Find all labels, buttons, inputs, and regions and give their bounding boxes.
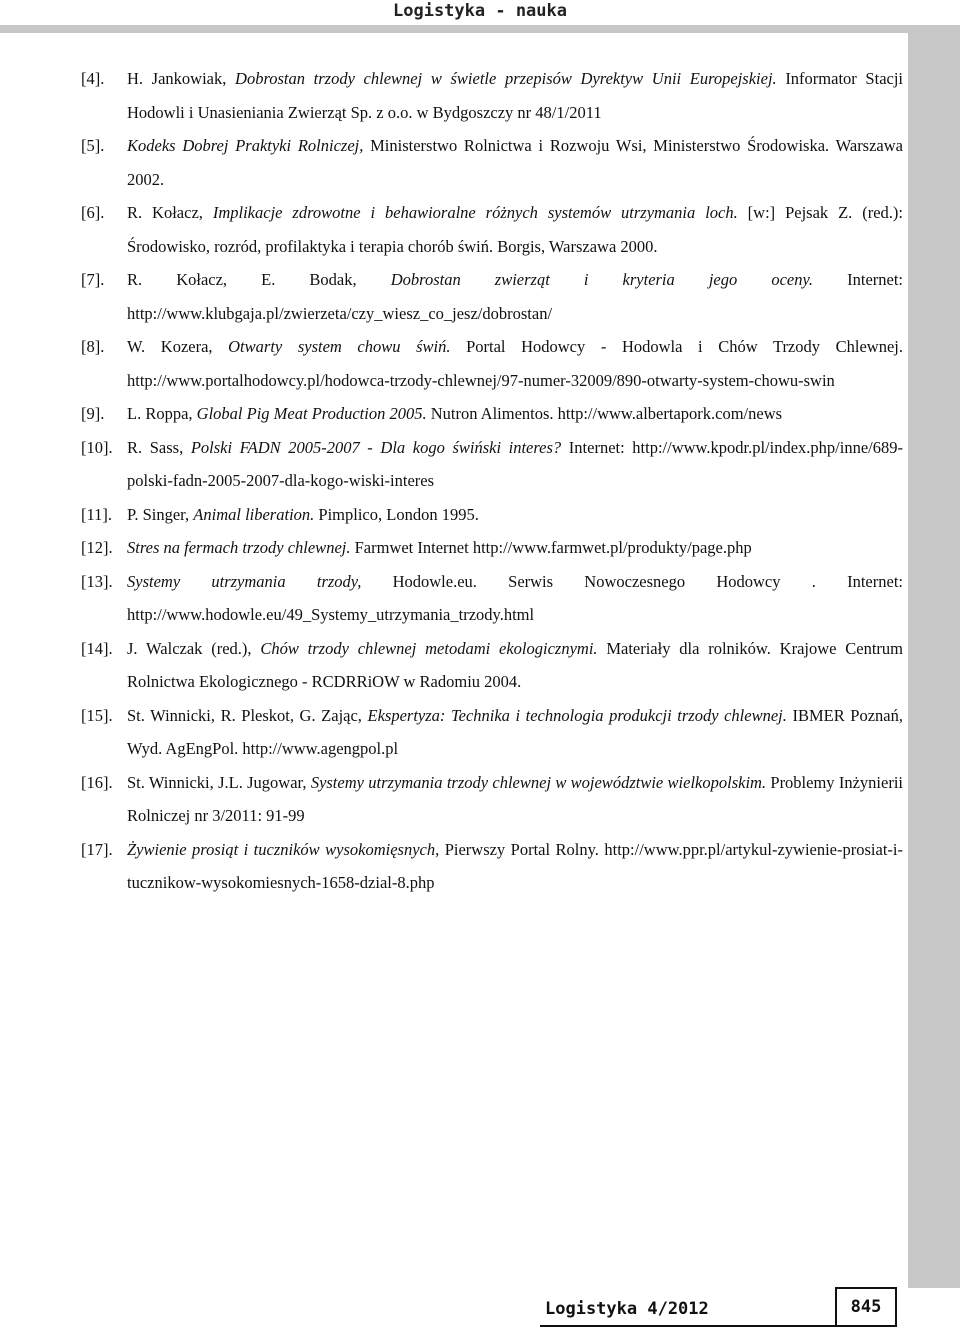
reference-number: [5]. <box>81 136 105 155</box>
reference-title: Stres na fermach trzody chlewnej. <box>127 538 351 557</box>
reference-detail: St. Winnicki, R. Pleskot, G. Zając, <box>127 705 368 725</box>
reference-title: Global Pig Meat Production 2005. <box>196 404 427 423</box>
reference-detail: H. Jankowiak, <box>127 69 236 88</box>
reference-text <box>127 129 903 196</box>
reference-detail: Pierwszy Portal Rolny. http://www.ppr.pl/artykul-zywienie-prosiat-i-tucznikow-wysokomiesnych-1658-dzial-8.php <box>127 839 903 892</box>
reference-text <box>127 699 903 766</box>
reference-detail: Portal Hodowcy - Hodowla i Chów Trzody Chlewnej. http://www.portalhodowcy.pl/hodowca-trzody-chlewnej/97-numer-32009/890-otwarty-system-chowu-swin <box>127 337 903 390</box>
reference-title: Ekspertyza: Technika i technologia produkcji trzody chlewnej. <box>367 705 787 725</box>
reference-title: Implikacje zdrowotne i behawioralne różnych systemów utrzymania loch. <box>212 203 738 222</box>
reference-text <box>127 397 903 431</box>
reference-title: Chów trzody chlewnej metodami ekologicznymi. <box>260 638 598 658</box>
reference-number: [9]. <box>81 404 105 423</box>
page-number: 845 <box>835 1287 897 1327</box>
reference-text <box>127 632 903 699</box>
reference-detail: Pimplico, London 1995. <box>314 504 479 524</box>
reference-item <box>81 632 903 699</box>
reference-number: [6]. <box>81 203 105 222</box>
reference-detail: Hodowle.eu. Serwis Nowoczesnego Hodowcy . Internet: http://www.hodowle.eu/49_Systemy_utrzymania_trzody.html <box>127 571 903 624</box>
reference-detail: R. Kołacz, <box>127 203 213 222</box>
reference-item <box>81 699 903 766</box>
reference-number: [13]. <box>81 571 113 591</box>
reference-number: [16]. <box>81 772 113 792</box>
reference-text <box>127 498 903 532</box>
footer-journal: Logistyka 4/2012 <box>545 1299 709 1319</box>
reference-detail: Informator Stacji Hodowli i Unasieniania Zwierząt Sp. z o.o. w Bydgoszczy nr 48/1/2011 <box>127 69 904 122</box>
reference-number: [17]. <box>81 839 113 859</box>
reference-detail: Nutron Alimentos. http://www.albertapork.com/news <box>426 404 783 423</box>
reference-detail: Internet: http://www.klubgaja.pl/zwierzeta/czy_wiesz_co_jesz/dobrostan/ <box>127 270 904 323</box>
right-margin-strip <box>908 33 960 1288</box>
reference-detail: Farmwet Internet http://www.farmwet.pl/produkty/page.php <box>350 538 752 557</box>
reference-number: [8]. <box>81 337 105 356</box>
reference-item <box>81 531 903 565</box>
reference-title: Żywienie prosiąt i tuczników wysokomięsnych, <box>127 839 440 859</box>
reference-detail: R. Sass, <box>127 437 191 457</box>
reference-detail: [w:] Pejsak Z. (red.): Środowisko, rozród, profilaktyka i terapia chorób świń. Borgis, Warszawa 2000. <box>127 203 903 256</box>
reference-detail: Problemy Inżynierii Rolniczej nr 3/2011: 91-99 <box>127 772 903 825</box>
reference-item <box>81 263 903 330</box>
reference-detail: St. Winnicki, J.L. Jugowar, <box>127 772 311 792</box>
reference-detail: R. Kołacz, E. Bodak, <box>127 270 391 289</box>
footer-underline <box>540 1325 840 1327</box>
reference-detail: IBMER Poznań, Wyd. AgEngPol. http://www.agengpol.pl <box>127 705 903 758</box>
reference-item <box>81 766 903 833</box>
reference-number: [11]. <box>81 504 113 524</box>
reference-detail: Ministerstwo Rolnictwa i Rozwoju Wsi, Ministerstwo Środowiska. Warszawa 2002. <box>127 136 903 189</box>
header-gray-strip <box>0 25 960 33</box>
reference-item <box>81 129 903 196</box>
reference-text <box>127 263 903 330</box>
reference-text <box>127 833 903 900</box>
reference-detail: L. Roppa, <box>127 404 197 423</box>
reference-list <box>81 62 903 900</box>
reference-text <box>127 565 903 632</box>
reference-text <box>127 196 903 263</box>
reference-number: [15]. <box>81 705 113 725</box>
reference-item <box>81 196 903 263</box>
reference-title: Systemy utrzymania trzody chlewnej w województwie wielkopolskim. <box>310 772 767 792</box>
reference-item <box>81 565 903 632</box>
reference-number: [14]. <box>81 638 113 658</box>
reference-title: Systemy utrzymania trzody, <box>127 571 362 591</box>
reference-number: [12]. <box>81 538 113 557</box>
reference-detail: J. Walczak (red.), <box>127 638 261 658</box>
reference-text <box>127 766 903 833</box>
reference-item <box>81 498 903 532</box>
reference-detail: Materiały dla rolników. Krajowe Centrum Rolnictwa Ekologicznego - RCDRRiOW w Radomiu 2004. <box>127 638 904 691</box>
reference-number: [10]. <box>81 437 113 457</box>
reference-item <box>81 397 903 431</box>
reference-title: Animal liberation. <box>193 504 315 524</box>
reference-item <box>81 431 903 498</box>
reference-detail: W. Kozera, <box>127 337 229 356</box>
reference-item <box>81 330 903 397</box>
reference-item <box>81 62 903 129</box>
reference-title: Kodeks Dobrej Praktyki Rolniczej, <box>127 136 364 155</box>
reference-title: Polski FADN 2005-2007 - Dla kogo świński interes? <box>190 437 562 457</box>
header-bar <box>0 0 960 25</box>
reference-title: Otwarty system chowu świń. <box>228 337 451 356</box>
reference-item <box>81 833 903 900</box>
reference-text <box>127 531 903 565</box>
reference-title: Dobrostan trzody chlewnej w świetle przepisów Dyrektyw Unii Europejskiej. <box>235 69 777 88</box>
reference-detail: P. Singer, <box>127 504 194 524</box>
reference-detail: Internet: http://www.kpodr.pl/index.php/inne/689-polski-fadn-2005-2007-dla-kogo-wiski-interes <box>127 437 903 490</box>
reference-text <box>127 330 903 397</box>
reference-title: Dobrostan zwierząt i kryteria jego oceny. <box>390 270 814 289</box>
reference-number: [7]. <box>81 270 105 289</box>
reference-number: [4]. <box>81 69 105 88</box>
reference-text <box>127 431 903 498</box>
reference-text <box>127 62 903 129</box>
header-title: Logistyka - nauka <box>393 1 567 21</box>
